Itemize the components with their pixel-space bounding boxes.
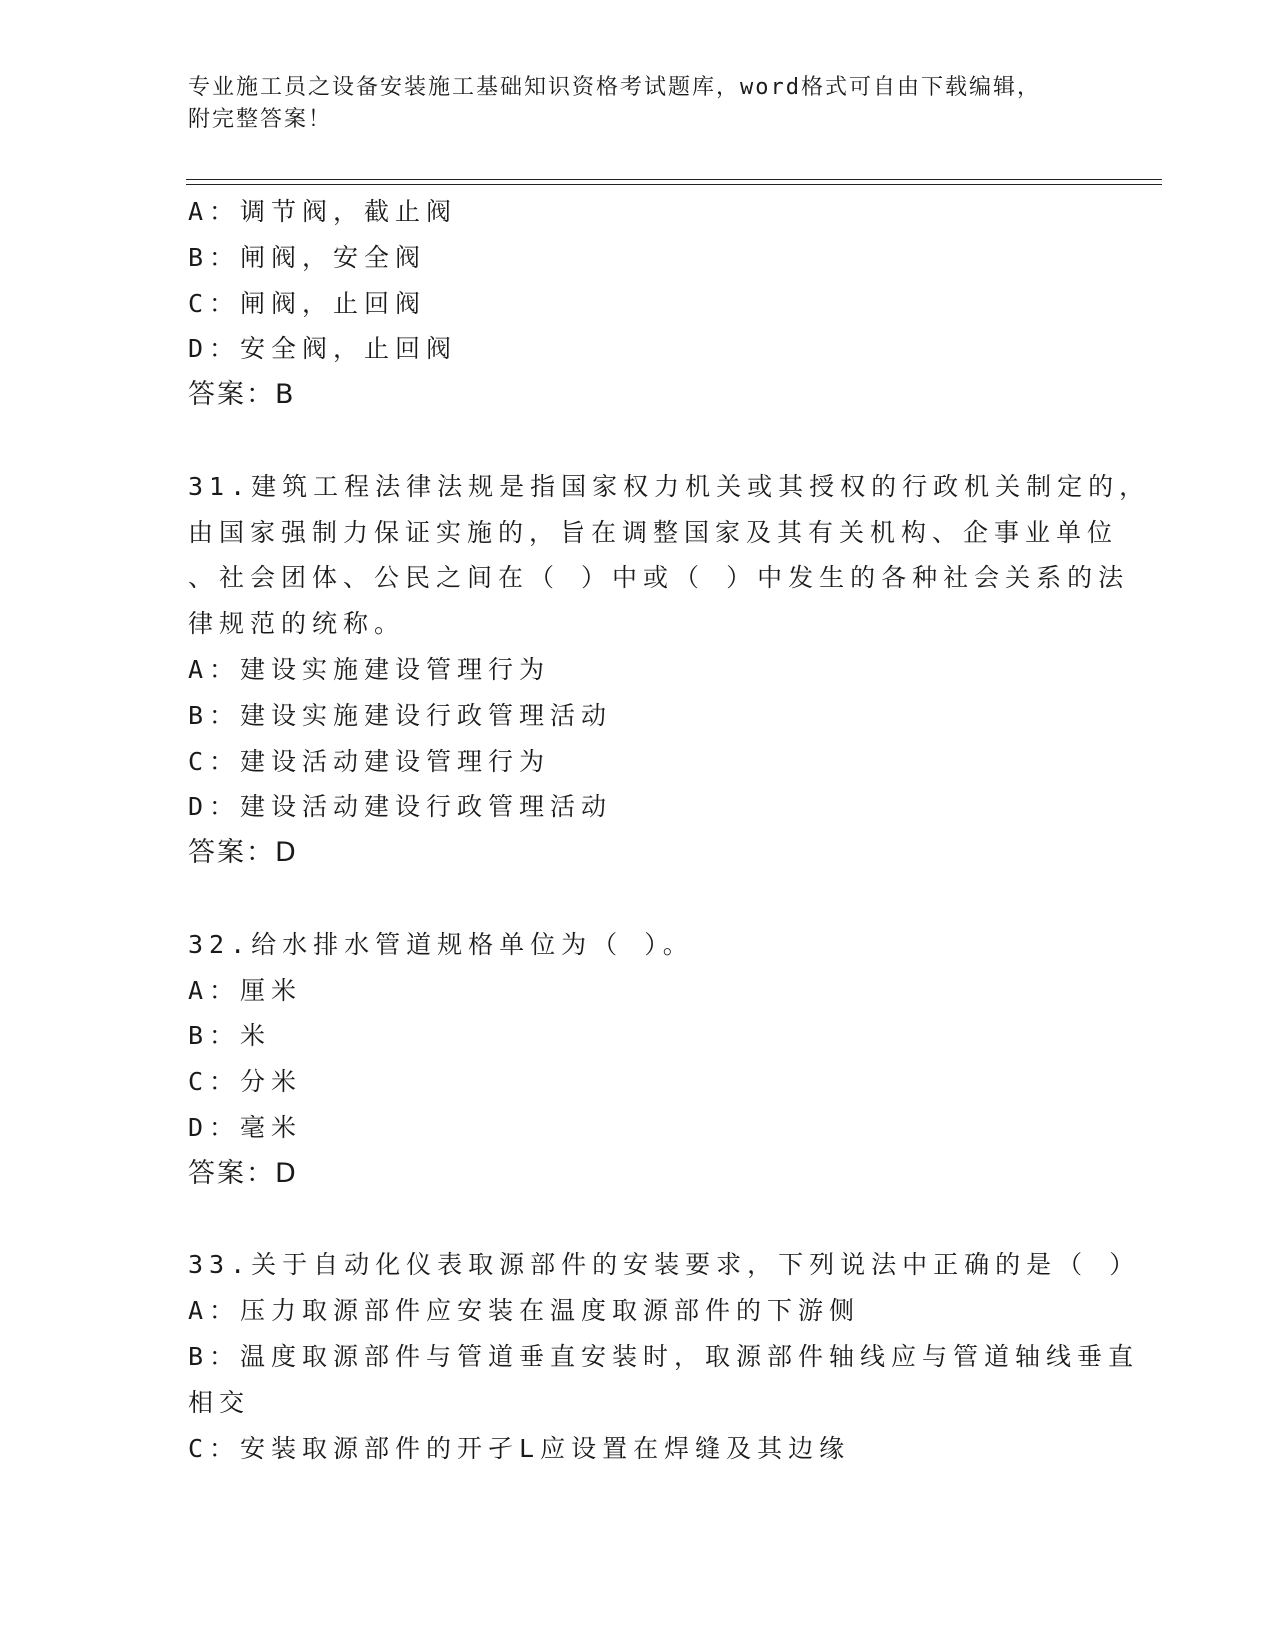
option-b: B：建设实施建设行政管理活动 [188, 700, 613, 730]
option-c: C：建设活动建设管理行为 [188, 746, 551, 776]
header-line-2: 附完整答案！ [188, 107, 333, 132]
header-divider-top [186, 179, 1162, 180]
header-line-1: 专业施工员之设备安装施工基础知识资格考试题库，word格式可自由下载编辑， [188, 75, 1041, 100]
question-text: 32.给水排水管道规格单位为（ ）。 [188, 929, 694, 959]
option-a: A：调节阀，截止阀 [188, 197, 458, 226]
question-spacer [188, 1197, 1068, 1243]
question-spacer [188, 418, 1068, 464]
option-c: C：闸阀，止回阀 [188, 288, 427, 318]
option-a: A：厘米 [188, 975, 303, 1005]
question-text: 33.关于自动化仪表取源部件的安装要求，下列说法中正确的是（ ） [188, 1250, 1141, 1280]
document-header [188, 72, 1068, 136]
option-b-continued: 相交 [188, 1387, 251, 1417]
answer-label: 答案：D [188, 1157, 298, 1189]
option-d: D：安全阀，止回阀 [188, 334, 458, 364]
answer-label: 答案：D [188, 837, 298, 869]
option-a: A：压力取源部件应安装在温度取源部件的下游侧 [188, 1296, 861, 1326]
question-list [188, 189, 1151, 1471]
option-c: C：安装取源部件的开孑L应设置在焊缝及其边缘 [188, 1433, 851, 1463]
answer-label: 答案：B [188, 379, 296, 411]
option-a: A：建设实施建设管理行为 [188, 654, 551, 684]
option-b: B：闸阀，安全阀 [188, 242, 427, 272]
question-text-line: 、社会团体、公民之间在（ ）中或（ ）中发生的各种社会关系的法 [188, 563, 1130, 593]
question-33 [188, 1242, 1141, 1471]
question-text-line: 律规范的统称。 [188, 609, 406, 639]
question-text-line: 31.建筑工程法律法规是指国家权力机关或其授权的行政机关制定的， [188, 471, 1151, 501]
question-spacer [188, 876, 1068, 922]
question-31 [188, 464, 1151, 876]
question-text-line: 由国家强制力保证实施的，旨在调整国家及其有关机构、企事业单位 [188, 517, 1119, 547]
option-b: B：温度取源部件与管道垂直安装时，取源部件轴线应与管道轴线垂直 [188, 1341, 1140, 1371]
option-d: D：建设活动建设行政管理活动 [188, 792, 613, 822]
header-divider-bottom [186, 184, 1162, 185]
option-b: B：米 [188, 1021, 272, 1051]
question-30 [188, 189, 1068, 418]
option-c: C：分米 [188, 1067, 303, 1097]
option-d: D：毫米 [188, 1112, 303, 1142]
question-32 [188, 922, 1068, 1197]
